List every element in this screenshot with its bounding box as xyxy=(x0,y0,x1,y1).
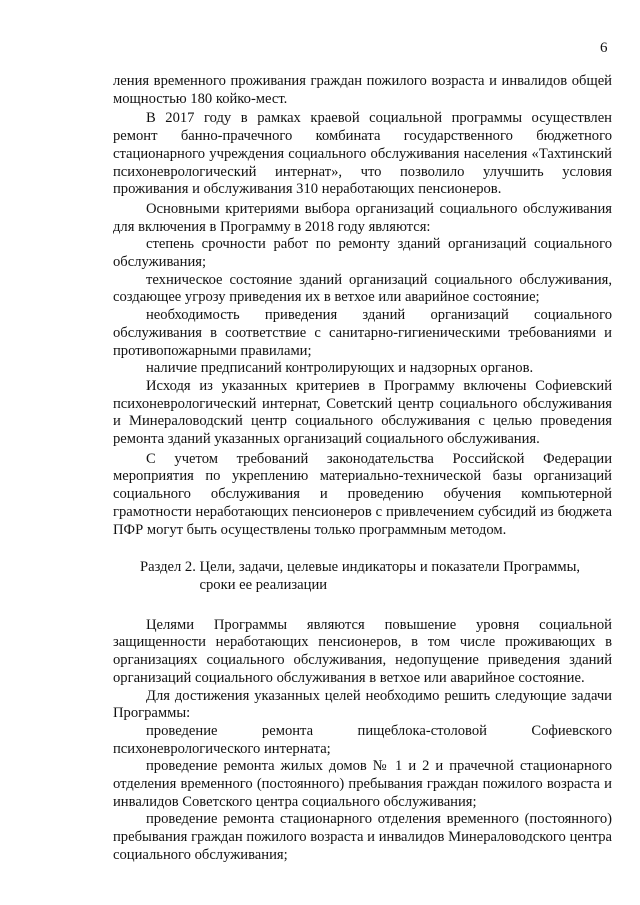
paragraph: Основными критериями выбора организаций социального обслуживания для включения в Программу в 2018 году являются: xyxy=(113,200,612,235)
section-heading xyxy=(140,559,612,594)
paragraph: Целями Программы являются повышение уровня социальной защищенности неработающих пенсионеров, в том числе проживающих в организациях социального обслуживания, недопущение приведения зданий организаций социального обслуживания в ветхое или аварийное состояние. xyxy=(113,616,612,686)
section-number: Раздел 2. xyxy=(140,559,196,576)
paragraph: Исходя из указанных критериев в Программу включены Софиевский психоневрологический интернат, Советский центр социального обслуживания и Минераловодский центр социального обслуживания с целью проведения ремонта зданий указанных организаций социального обслуживания. xyxy=(113,377,612,448)
paragraph: наличие предписаний контролирующих и надзорных органов. xyxy=(146,360,534,377)
paragraph: С учетом требований законодательства Российской Федерации мероприятия по укреплению материально-технической базы организаций социального обслуживания и проведению обучения компьютерной грамотности неработающих пенсионеров с привлечением субсидий из бюджета ПФР могут быть осуществлены только программным методом. xyxy=(113,450,612,538)
paragraph: ления временного проживания граждан пожилого возраста и инвалидов общей мощностью 180 койко-мест. xyxy=(113,73,612,107)
section-title: Цели, задачи, целевые индикаторы и показатели Программы, сроки ее реализации xyxy=(199,559,581,593)
paragraph: необходимость приведения зданий организаций социального обслуживания в соответствие с санитарно-гигиеническими требованиями и противопожарными правилами; xyxy=(113,307,612,359)
paragraph: степень срочности работ по ремонту зданий организаций социального обслуживания; xyxy=(113,236,612,271)
paragraph: В 2017 году в рамках краевой социальной программы осуществлен ремонт банно-прачечного комбината государственного бюджетного стационарного учреждения социального обслуживания населения «Тахтинский психоневрологический интернат», что позволило улучшить условия проживания и обслуживания 310 неработающих пенсионеров. xyxy=(113,110,612,198)
document-body xyxy=(113,73,612,865)
paragraph: Для достижения указанных целей необходимо решить следующие задачи Программы: xyxy=(113,687,612,722)
paragraph: проведение ремонта жилых домов № 1 и 2 и прачечной стационарного отделения временного (постоянного) пребывания граждан пожилого возраста и инвалидов Советского центра социального обслуживания; xyxy=(113,758,612,810)
paragraphs-bottom xyxy=(113,617,612,865)
paragraphs-top xyxy=(113,73,612,539)
paragraph: проведение ремонта пищеблока-столовой Софиевского психоневрологического интерната; xyxy=(113,722,612,757)
paragraph: проведение ремонта стационарного отделения временного (постоянного) пребывания граждан пожилого возраста и инвалидов Минераловодского центра социального обслуживания; xyxy=(113,811,612,863)
page-number: 6 xyxy=(600,40,608,56)
paragraph: техническое состояние зданий организаций социального обслуживания, создающее угрозу приведения их в ветхое или аварийное состояние; xyxy=(113,271,612,306)
